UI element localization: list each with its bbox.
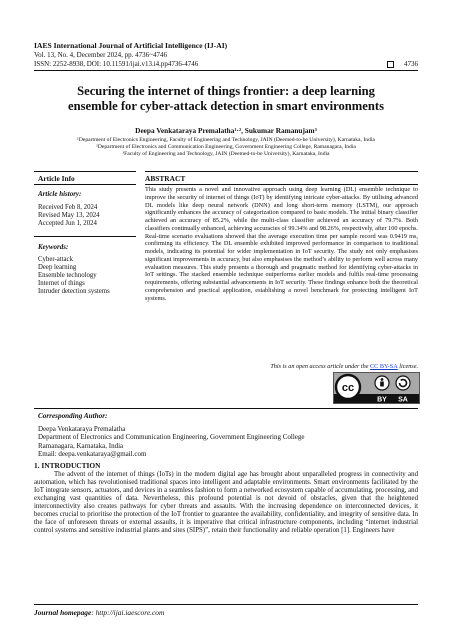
by-label: BY [377,396,387,403]
corresponding-name: Deepa Venkataraya Premalatha [38,425,126,433]
keywords-list [38,256,110,296]
affiliation: ²Department of Electronics and Communication Engineering, Government Engineering College, Ramanagara, India [96,144,356,150]
cc-logo-text: cc [341,382,355,394]
journal-name: IAES International Journal of Artificial Intelligence (IJ-AI) [34,41,228,50]
introduction-heading: 1. INTRODUCTION [34,461,101,470]
corresponding-heading: Corresponding Author: [38,412,108,420]
journal-homepage [34,608,164,617]
page-number: 4736 [404,60,418,68]
corresponding-dept: Department of Electronics and Communication Engineering, Government Engineering College [38,433,305,442]
author-list: Deepa Venkataraya Premalatha¹·², Sukumar Ramanujam³ [135,126,317,135]
issn-doi: ISSN: 2252-8938, DOI: 10.11591/ijai.v13.i4.pp4736-4746 [34,60,199,68]
abstract-top-rule [145,171,418,172]
affiliation: ¹Department of Electronics Engineering, Faculty of Engineering and Technology, JAIN (Deemed-to-be University), Karnataka, India [77,137,375,143]
title-line: Securing the internet of things frontier: a deep learning [77,84,375,98]
cc-badge-graphic [334,373,419,403]
article-info-heading: Article Info [38,174,75,183]
license-prefix: This is an open access article under the [270,363,371,370]
history-heading: Article history: [38,190,82,198]
corresponding-email: Email: deepa.venkataraya@gmail.com [38,450,147,459]
license-suffix: license. [397,363,418,370]
abstract-heading: ABSTRACT [145,174,186,183]
keywords-rule [34,236,136,237]
history-list [38,204,100,228]
keywords-heading: Keywords: [38,243,69,251]
history-item: Revised May 13, 2024 [38,212,100,220]
homepage-label: Journal homepage [34,608,92,617]
corresponding-top-rule [34,408,418,409]
title-line: ensemble for cyber-attack detection in smart environments [68,98,384,113]
abstract-text: This study presents a novel and innovative approach using deep learning (DL) ensemble technique to improve the security of internet of things (IoT) by identifying intricate cyber-attacks. By utilising advanced DL models like deep neural network (DNN) and long short-term memory (LSTM), our approach significantly enhances the accuracy of categorization compared to basic models. The initial binary classifier achieved an accuracy of 85.2%, while the multi-class classifier achieved an accuracy of 79.7%. Both classifiers continually enhanced, achieving accuracies of 99.34% and 98.26%, respectively, after 100 epochs. Real-time scenario evaluations showed that the average execution time per sample record was 0.9419 ms, confirming its efficiency. The DL ensemble exhibited improved performance in comparison to traditional models, indicating its potential for wider implementation in IoT security. The study not only emphasises significant improvements in accuracy, but also emphasises the method’s ability to perform well across many evaluation measures. This study presents a thorough and pragmatic method for identifying cyber-attacks in IoT settings. The stacked ensemble technique outperforms earlier models and fulfils real-time processing requirements, offering substantial advancements in IoT security. These findings enhance both the theoretical comprehension and practical application, establishing a novel benchmark for protecting intelligent IoT systems. [145,186,418,302]
corresponding-details [38,425,305,459]
introduction-text: The advent of the internet of things (IoTs) in the modern digital age has brought about unparalleled progress in connectivity and automation, which has revolutionised traditional spaces into intelligent and adaptable environments. Smart environments facilitated by the IoT integrate sensors, actuators, and devices in a seamless fashion to form a networked ecosystem capable of accumulating, processing, and exchanging vast quantities of data. Nevertheless, this profound potential is not devoid of obstacles, given that the heightened interconnectivity also creates pathways for cyber threats and assaults. With the increasing dependence on interconnected devices, it becomes crucial to prioritise the protection of the IoT frontier to guarantee the availability, confidentiality, and integrity of sensitive data. In the face of unforeseen threats or external assaults, it is imperative that critical infrastructure components, including “internet industrial control systems and sensitive industrial plants and sites (SIPS)”, retain their functionality and reliable operation [1]. Engineers have [34,471,418,535]
article-info-heading-rule [34,184,136,185]
paper-title [34,84,418,113]
homepage-url[interactable]: : http://ijai.iaescore.com [91,608,165,617]
volume-info: Vol. 13, No. 4, December 2024, pp. 4736~4746 [34,51,167,59]
share-alike-icon [396,376,410,390]
keyword-item: Deep learning [38,264,77,272]
footer-rule [34,604,418,605]
keyword-item: Internet of things [38,280,85,288]
keyword-item: Ensemble technology [38,272,97,280]
header-rule [34,70,418,71]
article-info-top-rule [34,171,136,172]
history-item: Accepted Jun 1, 2024 [38,220,97,228]
cc-license-badge[interactable] [333,372,420,404]
license-statement [145,363,418,370]
keyword-item: Cyber-attack [38,256,73,263]
affiliation: ³Faculty of Engineering and Technology, JAIN (Deemed-to-be University), Karnataka, India [122,151,330,157]
abstract-heading-rule [145,184,418,185]
keyword-item: Intruder detection systems [38,288,110,296]
page-number-block [387,60,418,68]
square-icon [387,61,394,68]
license-link[interactable]: CC BY-SA [370,363,398,370]
corresponding-location: Ramanagara, Karnataka, India [38,441,124,450]
sa-label: SA [398,396,408,403]
history-item: Received Feb 8, 2024 [38,204,98,211]
